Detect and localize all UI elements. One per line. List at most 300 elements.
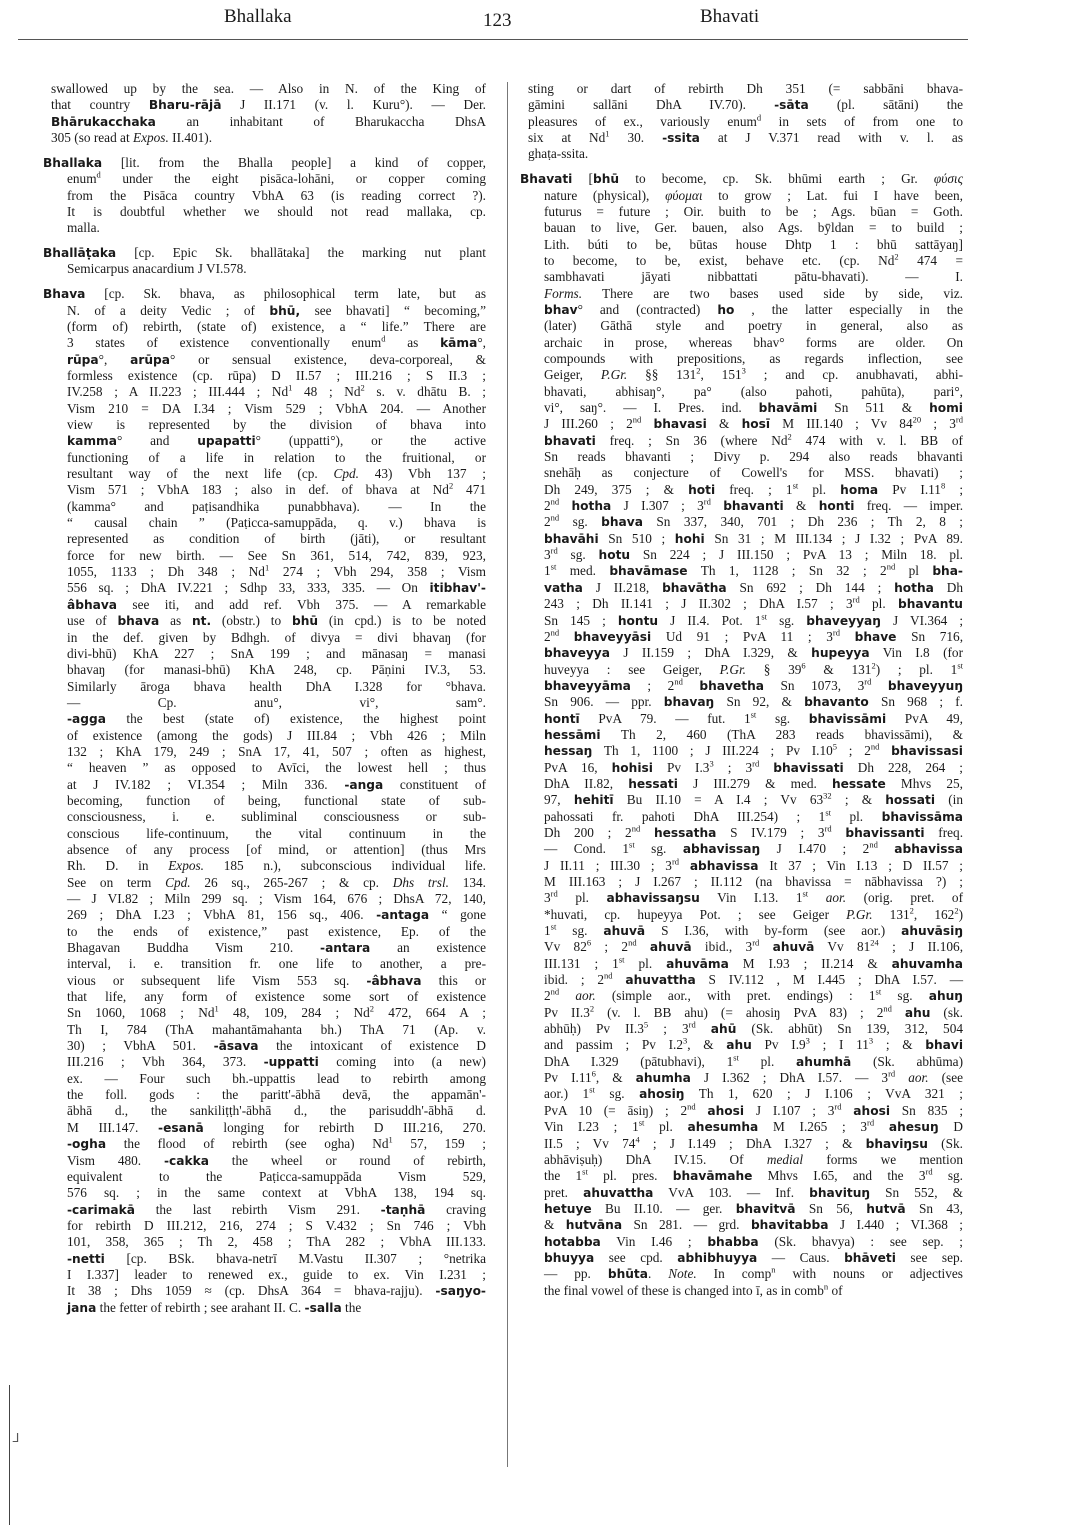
text-run: consciousness, i. e. subliminal consciousness or sub- [67,809,486,825]
italic-text: P.Gr. [719,661,746,677]
text-line [51,744,486,760]
text-run: bhavaŋ (for manasi-bhū) KhA 248, cp. Pāṇini IV.3, 53. [67,662,486,678]
superscript: 1 [288,382,293,393]
text-line [51,842,486,858]
text-run: resultant way of the next life (cp. [67,466,334,482]
text-line [528,1103,963,1119]
text-line [528,792,963,808]
text-run: as [159,613,192,629]
headword: hessate [831,776,886,791]
text-run: 2 [544,988,551,1004]
text-run: the best (state of) existence, the highest point [105,711,486,727]
text-run: Sn 716, [896,628,964,644]
superscript: rd [832,627,840,638]
italic-text: P.Gr. [600,367,628,383]
text-line [528,1152,963,1168]
text-line [51,989,486,1005]
text-run: Th 1, 1100 ; J III.224 ; Pv I.10 [592,743,833,759]
text-run: ; 2 [630,677,675,693]
text-run: J II.218, [582,579,663,595]
text-run: ; [945,481,964,497]
text-run: the flood of rebirth (see ogha) Nd [106,1136,389,1152]
text-run: VvA 103. — Inf. [653,1184,810,1200]
text-run: the last rebirth Vism 291. [134,1201,381,1217]
headword: bhava [601,515,643,530]
text-line [51,1185,486,1201]
text-run: ° or sensual existence, deva-corporeal, & [170,351,486,367]
text-run: M III.140 ; Vv 84 [770,416,913,432]
text-run: Vin I.46 ; [600,1233,708,1249]
headword: Bhallāṭaka [43,246,117,261]
superscript: rd [864,676,872,687]
text-run: Pv I.11 [878,481,941,497]
text-run: 26 sq., 265-267 ; & cp. [190,874,393,890]
text-line [528,1005,963,1021]
superscript: 2 [894,251,899,262]
text-run: see bhavati] “ becoming,” [300,302,486,318]
superscript: nd [869,839,878,850]
text-run [895,1070,908,1085]
text-run: § 39 [746,661,802,677]
text-run [559,498,571,513]
headword: bhāveti [844,1250,896,1265]
text-run: 471 [453,482,486,498]
superscript: n [771,1264,776,1275]
text-line [528,253,963,269]
text-run: (Sk. [927,1135,963,1151]
text-run: (see [928,1070,964,1086]
text-run: sg. [932,1168,963,1184]
text-run: Sn 92, & [714,694,805,710]
text-run: [cp. Sk. bhava, as philosophical term late, but as [85,286,486,302]
text-run: Th I, 784 (ThA mahantāmahanta bh.) ThA 71 (Ap. v. [67,1021,486,1037]
headword: abhavissa [894,842,964,857]
superscript: nd [870,741,880,752]
text-run: M III.147. [67,1119,159,1135]
headword: Bhavati [520,172,573,187]
headword: bhavissāmi [808,711,887,726]
superscript: rd [824,823,832,834]
text-run: Ud 91 ; PvA 11 ; 3 [651,628,833,644]
text-run: sg. [756,710,809,726]
text-run: 472, 664 A ; [373,1005,486,1021]
text-line [528,449,963,465]
superscript: 5 [832,741,838,752]
text-line [528,858,963,874]
page-header [0,0,1073,60]
superscript: 1 [264,562,270,573]
text-run: sting or dart of rebirth Dh 351 (= sabbāni bhava- [528,81,963,96]
italic-text: Forms. [544,285,583,301]
text-line [51,1300,486,1316]
text-run: use of [67,613,118,629]
text-run: ; 3 [921,416,956,432]
superscript: nd [628,937,637,948]
superscript: rd [550,888,558,899]
text-line [528,972,963,988]
text-run: J I.107 ; 3 [744,1102,835,1118]
headword: ahumha [635,1071,691,1086]
superscript: rd [752,937,760,948]
headword: -uppatti [263,1055,319,1070]
text-line [51,114,486,130]
text-line [528,1086,963,1102]
text-run: 1 [544,923,551,939]
headword: -antara [320,941,371,956]
headword: -carimakā [67,1202,135,1217]
italic-text: Dhs trsl. [392,874,449,890]
text-run [640,825,654,840]
headword: hosī [741,417,771,432]
text-run: absence of any process [of mind, or attention] (thus Mrs [67,841,486,857]
headword: -saŋyo- [435,1284,486,1299]
text-run: Sn 224 ; J III.150 ; PvA 13 ; Miln 18. pl. [630,547,963,563]
text-run: Mhvs I.65, and the 3 [752,1168,926,1184]
headword: rūpa [67,352,99,367]
text-run: the intoxicant of existence D [258,1038,486,1054]
headword: bhū, [269,303,301,318]
text-run: Sn 511 & [817,400,930,416]
headword: hetuye [544,1201,592,1216]
text-run: PvA 79. — fut. 1 [579,710,751,726]
headword: Bhallaka [43,155,103,170]
text-run: 30) ; VbhA 501. [67,1038,214,1054]
text-run: pl [895,563,933,579]
text-run: that country [51,97,149,113]
text-run: Vv 82 [544,939,587,955]
text-run: sg. [594,1086,640,1102]
italic-text: aor. [575,988,596,1004]
text-line [520,171,963,187]
text-run: freq. — imper. [854,498,964,514]
superscript: 1 [214,1003,219,1014]
text-line [51,907,486,923]
headword: bhavissasi [891,744,963,759]
text-run: M I.93 ; II.214 & [728,955,892,971]
text-run: Dh 249, 375 ; & [544,481,689,497]
superscript: 20 [912,414,922,425]
superscript: 8 [940,480,946,491]
headword: bhavaŋ [663,695,715,710]
headword: -esanā [158,1120,204,1135]
headword: ahuvāma [666,956,729,971]
headword: -âbhava [366,973,422,988]
text-run: longing for rebirth D III.216, 270. [203,1119,486,1135]
headword: -antaga [376,908,430,923]
text-run: 97, [544,792,574,808]
text-line [51,777,486,793]
text-run: J III.260 ; 2 [544,416,633,432]
text-line [528,204,963,220]
headword: -ogha [67,1137,107,1152]
superscript: nd [604,970,613,981]
text-line [528,939,963,955]
text-line [51,499,486,515]
text-line [51,679,486,695]
text-run: snehāḥ as conjecture of Cowell's for MSS. bhavati) ; [544,465,963,481]
text-run: freq. ; Sn 36 (where Nd [595,432,788,448]
text-line [528,890,963,906]
text-line [51,1087,486,1103]
headword: Bharu-rājā [148,98,222,113]
text-line [528,743,963,759]
text-run: abhūḥ) Pv II.3 [544,1021,644,1037]
text-run: 576 sq. ; in the same context at VbhA 138, 194 sq. [67,1185,486,1201]
headword: bhavati [544,433,596,448]
text-run: huveyya : see Geiger, [544,661,720,677]
text-line [528,286,963,302]
text-run: functioning of a life in relation to the fruitional, or [67,449,486,465]
text-run: view is represented by the division of bhava into [67,417,486,433]
text-run [759,939,772,954]
text-run: ° and (contracted) [577,301,718,317]
italic-text: Cpd. [333,466,359,482]
text-run: interval, i. e. transition fr. one life to another, a pre- [67,956,486,972]
superscript: 2 [696,365,701,376]
text-line [51,1234,486,1250]
text-run [892,1005,905,1020]
text-line [528,711,963,727]
text-line [528,580,963,596]
text-run: ibid., 3 [691,939,753,955]
text-run: Sn 1060, 1068 ; Nd [67,1005,215,1021]
text-line [528,367,963,383]
text-run: represented as condition of birth (jāti), or resultant [67,531,486,547]
text-line [51,548,486,564]
text-run: (Sk. bhavya) : see sep. ; [758,1233,964,1249]
text-run: §§ 131 [627,367,697,383]
text-run: formless existence (cp. rūpa) D II.57 ; III.216 ; S II.3 ; [67,368,486,383]
headword: hupeyya [811,646,870,661]
superscript: d [96,169,101,180]
text-line [51,220,486,236]
text-run: 185 n.), subconscious individual life. [204,858,486,874]
superscript: d [381,333,386,344]
text-run: ; J II.106, [878,939,964,955]
text-run: II.5 ; Vv 74 [544,1135,636,1151]
text-run: 1055, 1133 ; Dh 348 ; Nd [67,564,265,580]
text-run: 3 states of existence conventionally enum [67,335,382,351]
text-run [637,939,650,954]
text-run: Pv I.9 [751,1037,806,1053]
headword: hessāmi [544,727,601,742]
text-line [528,547,963,563]
text-run: Sn 337, 340, 701 ; Dh 236 ; Th 2, 8 ; [642,514,963,530]
text-run [696,1021,711,1036]
text-run: Vin I.23 ; 1 [544,1119,639,1135]
superscript: 2 [589,1003,595,1014]
superscript: st [589,1085,595,1096]
text-line [528,465,963,481]
text-run: ; 3 [713,759,753,775]
superscript: st [550,921,557,932]
superscript: nd [883,1003,892,1014]
headword: bhuyya [544,1250,595,1265]
headword: -āsava [213,1039,259,1054]
headword: homa [840,482,879,497]
text-run: from the Pisāca country VbhA 63 (is reading correct ?). [67,187,486,203]
left-column [43,81,487,1324]
text-run: 243 ; Dh II.141 ; J II.302 ; DhA I.57 ; 3 [544,596,853,612]
italic-text: Expos. [132,130,169,146]
headword: -taṇhā [380,1202,426,1217]
text-run: sg. [557,547,599,563]
text-run: coming into (a new) [318,1054,486,1070]
headword: ahū [710,1022,737,1037]
text-line [51,450,486,466]
text-line [43,286,486,302]
text-run: futurus = future ; Oir. buith to be ; Ags. būan = Goth. [544,203,963,219]
superscript: nd [632,414,642,425]
headword: kāma [440,336,478,351]
text-run: pl. [624,955,667,971]
headword: ahuvattha [625,973,696,988]
text-run [874,1119,889,1134]
italic-text: φύομαι [665,187,703,203]
text-run: III.216 ; Vbh 364, 373. [67,1054,264,1070]
text-run: ; J I.149 ; DhA I.327 ; & [639,1135,866,1151]
text-line [51,1022,486,1038]
text-line [51,188,486,204]
text-run: — J VI.82 ; Miln 299 sq. ; Vism 164, 676 ; DhsA 72, 140, [67,891,486,906]
text-run: — Caus. [757,1249,845,1265]
text-line [51,695,486,711]
text-line [528,1070,963,1086]
text-line [528,809,963,825]
text-line [528,760,963,776]
text-run: J III.279 & med. [677,775,832,791]
text-run: See on term [67,874,166,890]
text-run [679,858,690,873]
text-run: sg. [881,988,929,1004]
headword: bhaveyyāsi [573,629,652,644]
text-line [528,874,963,890]
superscript: rd [834,1101,842,1112]
text-run: 48 ; Nd [292,384,361,400]
text-line [51,401,486,417]
text-line [528,269,963,285]
text-run: — pp. [544,1266,608,1282]
text-line [528,841,963,857]
headword: bhavasi [653,417,707,432]
text-run: Vism 480. [67,1152,164,1168]
text-run: (Sk. abhūma) [851,1053,963,1069]
text-line [51,1136,486,1152]
text-run [559,988,575,1003]
text-line [51,597,486,613]
text-run: this or [421,972,486,988]
text-run: six at Nd [528,130,606,146]
superscript: 6 [586,937,592,948]
text-line [51,1283,486,1299]
headword: hutvāna [565,1218,623,1233]
text-run: Mhvs 25, [885,775,963,791]
text-run: craving [425,1201,486,1217]
text-run: J II.171 (v. l. Kuru°). — Der. [221,97,486,113]
text-run: Sn 43, [905,1200,963,1216]
entry-bhallataka [43,245,486,278]
headword: nt. [191,614,212,629]
text-run: , & [595,1070,636,1086]
headword: abhibhuyya [677,1250,758,1265]
text-run: & 131 [805,661,872,677]
entry-bharukaccha-continued [51,81,486,146]
text-run: ; 2 [837,743,871,759]
text-run: sambhavati jāyati nibbattati pātu-bhavati). — I. [544,269,963,285]
text-run: “ gone [429,907,486,923]
headword: bhavissāma [881,809,963,824]
text-run: In comp [696,1266,772,1282]
text-line [528,613,963,629]
headword: ahosiŋ [639,1087,685,1102]
headword: abhavissa [689,858,759,873]
text-run: an inhabitant of Bharukaccha DhsA [155,113,486,129]
text-run [559,629,574,644]
text-run: ex. — Four such bh.-uppattis lead to rebirth among [67,1070,486,1086]
superscript: rd [752,758,760,769]
text-line [51,940,486,956]
text-line [528,678,963,694]
text-run: to the ends of existence,” past existence, Ep. of the [67,923,486,939]
headword: -netti [67,1251,105,1266]
text-line [51,384,486,400]
text-line [51,613,486,629]
headword: ahuvā [772,940,815,955]
text-run: J I.470 ; 2 [760,841,870,857]
headword: -agga [67,712,106,727]
headword: bhavanti [723,499,784,514]
text-run: Sn 510 ; [598,530,675,546]
text-run: bhavati, abhisaŋ°, pa° (also pahoti, pahūta), pari°, [544,383,963,399]
right-column [520,81,964,1307]
superscript: 2 [369,1003,374,1014]
text-run: Sn 968 ; f. [868,694,963,710]
headword: bhū [593,172,620,187]
text-line [528,727,963,743]
entry-bhava [43,286,487,1316]
text-run: malla. [67,220,100,236]
text-run: s. v. dhātu B. ; [364,384,486,400]
headword: jana [67,1300,97,1315]
page-edge-line [9,1385,10,1525]
text-line [528,694,963,710]
text-run: ghaṭa-ssita. [528,146,589,162]
superscript: 24 [870,937,879,948]
text-line [51,1202,486,1218]
text-run: Vv 81 [814,939,871,955]
text-line [51,973,486,989]
superscript: rd [888,1068,896,1079]
headword: hontī [544,711,580,726]
text-run: 2 [544,514,551,530]
text-run: Th 2, 460 (ThA 283 reads bhavissāmi), & [600,726,963,742]
text-run: . [647,1266,669,1282]
text-run: N. of a deity Vedic ; of [67,302,270,318]
text-run: J VI.364 ; [880,612,964,628]
superscript: 3 [805,1036,810,1047]
text-run: (sk. [930,1004,963,1020]
text-run: , 151 [700,367,742,383]
superscript: st [802,888,809,899]
text-run: Geiger, [544,367,601,383]
text-run: freq. [924,824,964,840]
text-line [528,1168,963,1184]
text-run: 305 (so read at [51,130,133,146]
text-line [51,368,486,384]
text-run: DhA I.329 (pātubhavi), 1 [544,1053,734,1069]
text-run: (in [935,792,963,808]
headword: abhavissaŋ [682,842,761,857]
